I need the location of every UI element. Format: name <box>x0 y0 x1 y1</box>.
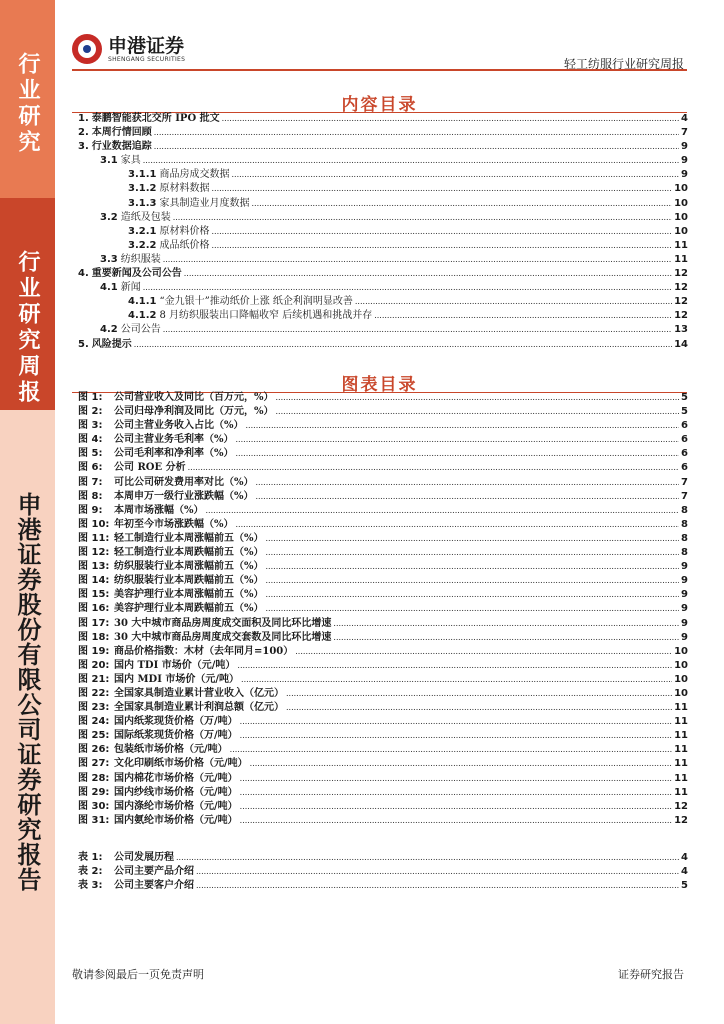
entry-number: 3.2.2 <box>128 239 157 251</box>
entry-number: 表 3: <box>78 880 103 892</box>
toc-entry[interactable] <box>78 323 688 337</box>
entry-number: 图 18: <box>78 631 110 643</box>
entry-title: 家具制造业月度数据 <box>159 197 250 209</box>
entry-number: 4. <box>78 268 89 280</box>
entry-page-number: 10 <box>674 183 688 195</box>
entry-page-number: 11 <box>674 239 688 251</box>
logo-icon <box>72 34 102 64</box>
dot-leader <box>295 645 672 659</box>
toc-entry[interactable] <box>78 267 688 281</box>
entry-page-number: 6 <box>681 448 688 460</box>
entry-page-number: 11 <box>674 730 688 742</box>
dot-leader <box>333 631 679 645</box>
entry-title: 本周申万一级行业涨跌幅（%） <box>114 490 254 502</box>
entry-title: 全国家具制造业累计营业收入（亿元） <box>114 687 284 699</box>
toc-entry[interactable] <box>78 743 688 757</box>
toc-entry[interactable] <box>78 182 688 196</box>
entry-page-number: 11 <box>674 786 688 798</box>
entry-page-number: 8 <box>681 532 688 544</box>
entry-number: 图 21: <box>78 673 110 685</box>
entry-title: 年初至今市场涨跌幅（%） <box>114 518 234 530</box>
entry-title: 公司主营业务收入占比（%） <box>114 420 244 432</box>
entry-page-number: 10 <box>674 197 688 209</box>
tables-list <box>78 851 688 893</box>
dot-leader <box>240 772 672 786</box>
entry-number: 3.1 <box>100 155 118 167</box>
toc-entry[interactable] <box>78 225 688 239</box>
toc-entry[interactable] <box>78 140 688 154</box>
toc-entry[interactable] <box>78 631 688 645</box>
entry-title: 包装纸市场价格（元/吨） <box>114 744 228 756</box>
entry-number: 表 1: <box>78 852 103 863</box>
dot-leader <box>211 182 672 196</box>
entry-number: 图 16: <box>78 603 110 615</box>
entry-title: 公司 ROE 分析 <box>114 462 186 474</box>
entry-page-number: 10 <box>674 225 688 237</box>
toc-entry[interactable] <box>78 701 688 715</box>
entry-title: 可比公司研发费用率对比（%） <box>114 476 254 488</box>
toc-entry[interactable] <box>78 879 688 893</box>
entry-number: 图 26: <box>78 744 110 756</box>
entry-title: 30 大中城市商品房周度成交面积及同比环比增速 <box>114 617 332 629</box>
dot-leader <box>286 687 672 701</box>
dot-leader <box>163 253 672 267</box>
toc-entry[interactable] <box>78 461 688 475</box>
dot-leader <box>374 309 672 323</box>
dot-leader <box>154 126 679 140</box>
entry-number: 3.2.1 <box>128 225 157 237</box>
figures-list <box>78 391 688 828</box>
entry-page-number: 9 <box>681 631 688 643</box>
entry-page-number: 8 <box>681 504 688 516</box>
entry-number: 图 24: <box>78 716 110 728</box>
entry-title: 美容护理行业本周涨幅前五（%） <box>114 589 264 601</box>
toc-entry[interactable] <box>78 546 688 560</box>
toc-entry[interactable] <box>78 757 688 771</box>
toc-entry[interactable] <box>78 645 688 659</box>
entry-title: 公司营业收入及同比（百万元，%） <box>114 392 274 403</box>
entry-title: 泰鹏智能获北交所 IPO 批文 <box>91 113 220 124</box>
entry-title: 原材料数据 <box>159 183 210 195</box>
entry-page-number: 10 <box>674 687 688 699</box>
toc-entry[interactable] <box>78 338 688 352</box>
toc-entry[interactable] <box>78 518 688 532</box>
toc-list <box>78 112 688 352</box>
entry-page-number: 11 <box>674 772 688 784</box>
entry-number: 2. <box>78 127 89 139</box>
toc-entry[interactable] <box>78 800 688 814</box>
dot-leader <box>246 419 680 433</box>
sidebar-block-weekly-report <box>0 198 55 410</box>
entry-title: 国内 TDI 市场价（元/吨） <box>114 659 236 671</box>
entry-page-number: 12 <box>674 800 688 812</box>
sidebar-block-company <box>0 410 55 1024</box>
entry-page-number: 12 <box>674 282 688 294</box>
toc-entry[interactable] <box>78 532 688 546</box>
disclaimer-note: 敬请参阅最后一页免责声明 <box>72 968 204 981</box>
dot-leader <box>196 879 679 893</box>
company-logo <box>72 34 185 64</box>
entry-number: 图 5: <box>78 448 103 460</box>
dot-leader <box>236 433 680 447</box>
entry-page-number: 9 <box>681 155 688 167</box>
entry-title: 国内纱线市场价格（元/吨） <box>114 786 238 798</box>
entry-title: 公司毛利率和净利率（%） <box>114 448 234 460</box>
dot-leader <box>266 602 680 616</box>
entry-number: 3.1.1 <box>128 169 157 181</box>
entry-title: 纺织服装行业本周涨幅前五（%） <box>114 561 264 573</box>
toc-entry[interactable] <box>78 851 688 865</box>
entry-title: 公司主要产品介绍 <box>114 866 194 878</box>
toc-entry[interactable] <box>78 504 688 518</box>
entry-page-number: 9 <box>681 617 688 629</box>
dot-leader <box>236 447 680 461</box>
entry-title: 30 大中城市商品房周度成交套数及同比环比增速 <box>114 631 332 643</box>
dot-leader <box>222 112 679 126</box>
dot-leader <box>176 851 679 865</box>
entry-number: 图 8: <box>78 490 103 502</box>
entry-page-number: 9 <box>681 561 688 573</box>
entry-page-number: 9 <box>681 589 688 601</box>
entry-page-number: 12 <box>674 268 688 280</box>
entry-title: 国内棉花市场价格（元/吨） <box>114 772 238 784</box>
entry-title: 纺织服装 <box>120 253 161 265</box>
entry-page-number: 7 <box>681 490 688 502</box>
entry-title: 造纸及包装 <box>120 211 171 223</box>
entry-title: 轻工制造行业本周涨幅前五（%） <box>114 532 264 544</box>
entry-page-number: 5 <box>681 406 688 418</box>
entry-title: 本周行情回顾 <box>91 127 152 139</box>
entry-page-number: 12 <box>674 814 688 826</box>
entry-title: 原材料价格 <box>159 225 210 237</box>
dot-leader <box>173 211 672 225</box>
sidebar-label: 申港证券股份有限公司证券研究报告 <box>13 492 41 892</box>
entry-title: 国内纸浆现货价格（万/吨） <box>114 716 238 728</box>
dot-leader <box>211 225 672 239</box>
entry-title: 美容护理行业本周跌幅前五（%） <box>114 603 264 615</box>
toc-entry[interactable] <box>78 168 688 182</box>
entry-number: 图 23: <box>78 702 110 714</box>
toc-entry[interactable] <box>78 659 688 673</box>
toc-entry[interactable] <box>78 476 688 490</box>
entry-number: 图 13: <box>78 561 110 573</box>
dot-leader <box>231 168 679 182</box>
entry-page-number: 5 <box>681 880 688 892</box>
dot-leader <box>276 405 680 419</box>
entry-title: 行业数据追踪 <box>91 141 152 153</box>
dot-leader <box>206 504 680 518</box>
entry-number: 图 29: <box>78 786 110 798</box>
dot-leader <box>333 617 679 631</box>
entry-page-number: 5 <box>681 392 688 403</box>
dot-leader <box>184 267 672 281</box>
entry-page-number: 4 <box>681 852 688 863</box>
dot-leader <box>266 532 680 546</box>
entry-title: 商品房成交数据 <box>159 169 230 181</box>
entry-number: 图 30: <box>78 800 110 812</box>
toc-entry[interactable] <box>78 281 688 295</box>
entry-page-number: 12 <box>674 296 688 308</box>
entry-number: 4.1.2 <box>128 310 157 322</box>
entry-page-number: 11 <box>674 253 688 265</box>
entry-title: 新闻 <box>120 282 141 294</box>
dot-leader <box>355 295 672 309</box>
entry-number: 图 10: <box>78 518 110 530</box>
dot-leader <box>240 786 672 800</box>
entry-title: 商品价格指数：木材（去年同月=100） <box>114 645 294 657</box>
toc-entry[interactable] <box>78 729 688 743</box>
figures-title: 图表目录 <box>341 375 418 395</box>
entry-page-number: 11 <box>674 702 688 714</box>
entry-title: “金九银十”推动纸价上涨 纸企利润明显改善 <box>159 296 353 308</box>
toc-entry[interactable] <box>78 295 688 309</box>
dot-leader <box>240 814 672 828</box>
entry-number: 3. <box>78 141 89 153</box>
entry-number: 4.1.1 <box>128 296 157 308</box>
entry-number: 图 19: <box>78 645 110 657</box>
entry-page-number: 10 <box>674 645 688 657</box>
dot-leader <box>237 659 672 673</box>
entry-page-number: 7 <box>681 476 688 488</box>
toc-entry[interactable] <box>78 786 688 800</box>
entry-number: 图 31: <box>78 814 110 826</box>
entry-page-number: 14 <box>674 338 688 350</box>
dot-leader <box>240 715 672 729</box>
sidebar-label: 行业研究 <box>15 52 40 156</box>
dot-leader <box>230 743 672 757</box>
entry-number: 图 11: <box>78 532 110 544</box>
entry-number: 图 9: <box>78 504 103 516</box>
entry-number: 1. <box>78 113 89 124</box>
toc-entry[interactable] <box>78 715 688 729</box>
dot-leader <box>241 673 672 687</box>
entry-page-number: 10 <box>674 211 688 223</box>
toc-entry[interactable] <box>78 865 688 879</box>
dot-leader <box>163 323 672 337</box>
entry-page-number: 9 <box>681 603 688 615</box>
toc-entry[interactable] <box>78 814 688 828</box>
toc-entry[interactable] <box>78 673 688 687</box>
entry-number: 图 4: <box>78 434 103 446</box>
logo-name-cn: 申港证券 <box>108 34 185 57</box>
entry-title: 8 月纺织服装出口降幅收窄 后续机遇和挑战并存 <box>159 310 373 322</box>
toc-entry[interactable] <box>78 560 688 574</box>
entry-page-number: 7 <box>681 127 688 139</box>
entry-title: 文化印刷纸市场价格（元/吨） <box>114 758 248 770</box>
sidebar-label: 行业研究周报 <box>15 250 40 406</box>
entry-number: 图 28: <box>78 772 110 784</box>
entry-title: 国际纸浆现货价格（万/吨） <box>114 730 238 742</box>
entry-title: 轻工制造行业本周跌幅前五（%） <box>114 547 264 559</box>
toc-entry[interactable] <box>78 447 688 461</box>
toc-entry[interactable] <box>78 617 688 631</box>
entry-title: 公司发展历程 <box>114 852 174 863</box>
dot-leader <box>251 197 672 211</box>
toc-entry[interactable] <box>78 772 688 786</box>
entry-page-number: 8 <box>681 547 688 559</box>
entry-title: 国内氨纶市场价格（元/吨） <box>114 814 238 826</box>
entry-title: 家具 <box>120 155 141 167</box>
dot-leader <box>236 518 680 532</box>
entry-number: 表 2: <box>78 866 103 878</box>
toc-entry[interactable] <box>78 309 688 323</box>
toc-entry[interactable] <box>78 588 688 602</box>
entry-number: 5. <box>78 338 89 350</box>
report-type: 轻工纺服行业研究周报 <box>563 57 684 71</box>
entry-title: 公司归母净利润及同比（万元，%） <box>114 406 274 418</box>
dot-leader <box>240 800 672 814</box>
entry-number: 3.2 <box>100 211 118 223</box>
dot-leader <box>256 476 680 490</box>
entry-number: 3.3 <box>100 253 118 265</box>
entry-page-number: 10 <box>674 673 688 685</box>
footer-label: 证券研究报告 <box>618 968 684 981</box>
entry-page-number: 6 <box>681 434 688 446</box>
dot-leader <box>240 729 672 743</box>
toc-entry[interactable] <box>78 687 688 701</box>
toc-entry[interactable] <box>78 490 688 504</box>
entry-page-number: 11 <box>674 744 688 756</box>
entry-number: 3.1.3 <box>128 197 157 209</box>
entry-page-number: 6 <box>681 420 688 432</box>
entry-number: 图 7: <box>78 476 103 488</box>
dot-leader <box>266 574 680 588</box>
entry-title: 公司主营业务毛利率（%） <box>114 434 234 446</box>
entry-number: 4.1 <box>100 282 118 294</box>
dot-leader <box>143 154 679 168</box>
entry-title: 国内涤纶市场价格（元/吨） <box>114 800 238 812</box>
toc-entry[interactable] <box>78 211 688 225</box>
entry-number: 图 25: <box>78 730 110 742</box>
entry-title: 全国家具制造业累计利润总额（亿元） <box>114 702 284 714</box>
dot-leader <box>211 239 672 253</box>
dot-leader <box>143 281 672 295</box>
entry-title: 重要新闻及公司公告 <box>91 268 182 280</box>
entry-page-number: 9 <box>681 141 688 153</box>
entry-page-number: 9 <box>681 169 688 181</box>
entry-title: 纺织服装行业本周跌幅前五（%） <box>114 575 264 587</box>
entry-number: 图 14: <box>78 575 110 587</box>
toc-title: 内容目录 <box>341 95 418 115</box>
entry-page-number: 4 <box>681 113 688 124</box>
entry-page-number: 6 <box>681 462 688 474</box>
entry-page-number: 11 <box>674 758 688 770</box>
entry-page-number: 11 <box>674 716 688 728</box>
entry-number: 图 6: <box>78 462 103 474</box>
entry-title: 公司主要客户介绍 <box>114 880 194 892</box>
entry-page-number: 9 <box>681 575 688 587</box>
entry-number: 图 1: <box>78 392 103 403</box>
toc-entry[interactable] <box>78 405 688 419</box>
dot-leader <box>276 391 680 405</box>
entry-page-number: 10 <box>674 659 688 671</box>
entry-page-number: 4 <box>681 866 688 878</box>
toc-entry[interactable] <box>78 433 688 447</box>
entry-number: 图 22: <box>78 687 110 699</box>
entry-number: 图 17: <box>78 617 110 629</box>
entry-number: 图 15: <box>78 589 110 601</box>
entry-number: 图 12: <box>78 547 110 559</box>
entry-number: 3.1.2 <box>128 183 157 195</box>
sidebar-block-industry-research <box>0 0 55 198</box>
entry-title: 国内 MDI 市场价（元/吨） <box>114 673 240 685</box>
toc-entry[interactable] <box>78 419 688 433</box>
dot-leader <box>196 865 679 879</box>
entry-number: 4.2 <box>100 324 118 336</box>
dot-leader <box>154 140 679 154</box>
dot-leader <box>134 338 672 352</box>
entry-number: 图 2: <box>78 406 103 418</box>
entry-page-number: 13 <box>674 324 688 336</box>
toc-entry[interactable] <box>78 602 688 616</box>
dot-leader <box>188 461 679 475</box>
toc-entry[interactable] <box>78 239 688 253</box>
entry-page-number: 8 <box>681 518 688 530</box>
dot-leader <box>286 701 672 715</box>
toc-entry[interactable] <box>78 126 688 140</box>
entry-title: 成品纸价格 <box>159 239 210 251</box>
toc-entry[interactable] <box>78 154 688 168</box>
sidebar <box>0 0 55 1024</box>
toc-entry[interactable] <box>78 391 688 405</box>
dot-leader <box>256 490 680 504</box>
entry-number: 图 27: <box>78 758 110 770</box>
toc-entry[interactable] <box>78 197 688 211</box>
dot-leader <box>266 560 680 574</box>
dot-leader <box>250 757 672 771</box>
dot-leader <box>266 588 680 602</box>
toc-entry[interactable] <box>78 112 688 126</box>
entry-page-number: 12 <box>674 310 688 322</box>
dot-leader <box>266 546 680 560</box>
entry-title: 本周市场涨幅（%） <box>114 504 204 516</box>
toc-entry[interactable] <box>78 574 688 588</box>
logo-name-en: SHENGANG SECURITIES <box>108 55 186 63</box>
entry-title: 公司公告 <box>120 324 161 336</box>
toc-entry[interactable] <box>78 253 688 267</box>
header-divider <box>72 69 687 71</box>
entry-title: 风险提示 <box>91 338 132 350</box>
entry-number: 图 20: <box>78 659 110 671</box>
entry-number: 图 3: <box>78 420 103 432</box>
